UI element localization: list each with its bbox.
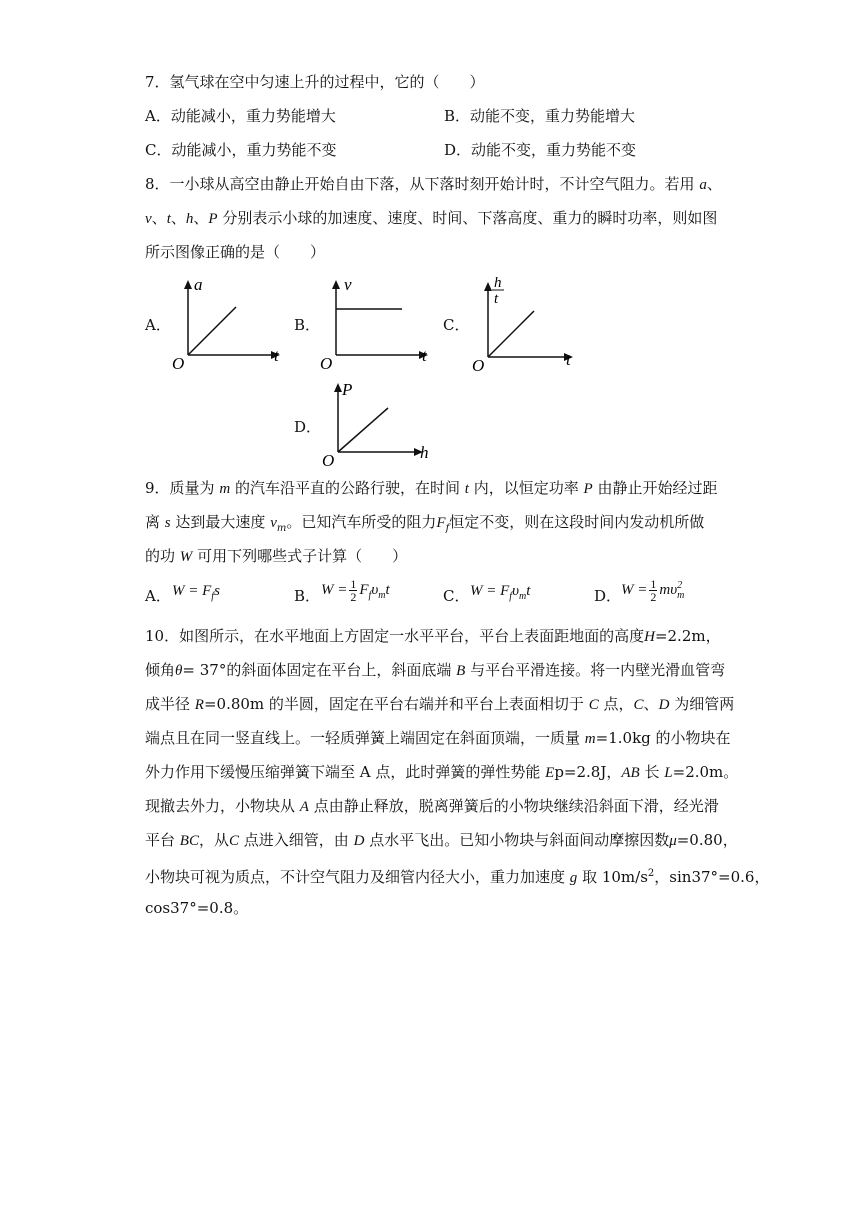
q10-line-5 <box>145 762 738 783</box>
t: 、 <box>643 695 659 713</box>
t: 与平台平滑连接。将一内壁光滑血管弯 <box>470 661 726 679</box>
t: 外力作用下缓慢压缩弹簧下端至 A 点，此时弹簧的弹性势能 <box>145 763 541 781</box>
q7-option-d[interactable]: D．动能不变，重力势能不变 <box>444 141 637 159</box>
y-label: a <box>194 275 203 294</box>
t: 长 <box>644 763 660 781</box>
t: =2.0m。 <box>672 763 739 781</box>
sub-f: f <box>445 523 450 534</box>
var-d: D <box>658 697 670 713</box>
var-ab: AB <box>621 765 640 781</box>
var-c: C <box>228 833 239 849</box>
var-c: C <box>633 697 644 713</box>
var-m: m <box>219 481 231 497</box>
var-w: W <box>179 549 193 565</box>
q8-graph-d[interactable] <box>320 378 440 473</box>
q10-line-2 <box>145 660 725 681</box>
denominator: 2 <box>350 590 357 604</box>
graph-line <box>338 408 388 452</box>
origin-label: O <box>472 356 485 375</box>
t: ，sin37°=0.6， <box>654 868 770 886</box>
var-r: R <box>194 697 204 713</box>
t: 成半径 <box>145 695 191 713</box>
f: W = F <box>172 583 212 599</box>
f: W = F <box>470 583 510 599</box>
q9-line-1 <box>145 478 717 499</box>
q7-option-c[interactable]: C．动能减小，重力势能不变 <box>145 141 337 159</box>
q8-line-2-text: 分别表示小球的加速度、速度、时间、下落高度、重力的瞬时功率，则如图 <box>222 209 718 227</box>
sep: 、 <box>193 209 209 227</box>
numerator: 1 <box>650 577 657 591</box>
q8-graph-a[interactable] <box>170 275 290 375</box>
q8-option-a-label[interactable]: A． <box>145 316 171 334</box>
t: 内，以恒定功率 <box>473 479 579 497</box>
t: 点， <box>603 695 634 713</box>
var-p: P <box>583 481 593 497</box>
sub: m <box>378 589 386 601</box>
var-bc: BC <box>179 833 199 849</box>
q7-option-a[interactable]: A．动能减小，重力势能增大 <box>145 107 336 125</box>
q9-line-2 <box>145 512 704 539</box>
t: 现撤去外力，小物块从 <box>145 797 296 815</box>
q10-line-3 <box>145 694 734 715</box>
y-axis-arrow <box>334 383 342 392</box>
t: 由静止开始经过距 <box>597 479 718 497</box>
t: 点进入细管，由 <box>239 831 349 849</box>
sep: 、 <box>170 209 186 227</box>
q8-line-2 <box>145 208 717 229</box>
f: υ <box>512 583 519 599</box>
var-f: F <box>436 515 446 531</box>
sub: m <box>518 591 527 602</box>
t: 9．质量为 <box>145 479 215 497</box>
f: W = <box>321 581 348 598</box>
y-axis-arrow <box>484 282 492 291</box>
t: 可用下列哪些式子计算（ ） <box>197 547 408 565</box>
var-a: a <box>699 177 707 193</box>
f: W = <box>621 581 648 598</box>
var-t: t <box>166 211 171 227</box>
q10-line-8 <box>145 864 769 888</box>
graph-line <box>488 311 534 357</box>
sub: f <box>211 591 215 602</box>
var-c: C <box>588 697 599 713</box>
f: F <box>359 581 369 598</box>
q9-option-c-label[interactable]: C． <box>443 587 470 605</box>
sup: 2 <box>647 868 655 879</box>
q8-option-b-label[interactable]: B． <box>294 316 321 334</box>
q8-line-1 <box>145 174 722 195</box>
q9-option-c-formula[interactable] <box>470 583 530 602</box>
sup: 2 <box>677 579 683 591</box>
sub: f <box>368 589 372 601</box>
origin-label: O <box>172 354 185 373</box>
var-g: g <box>569 870 578 886</box>
q8-option-d-label[interactable]: D． <box>294 418 322 436</box>
q9-option-b-formula[interactable] <box>321 578 390 603</box>
q8-line-1-text: 8．一小球从高空由静止开始自由下落，从下落时刻开始计时，不计空气阻力。若用 <box>145 175 695 193</box>
q10-line-4 <box>145 728 731 749</box>
t: =2.2m， <box>654 627 721 645</box>
t: =0.80， <box>676 831 738 849</box>
var-d: D <box>353 833 365 849</box>
t: 为细管两 <box>674 695 735 713</box>
sep: 、 <box>706 175 722 193</box>
f: mυ <box>659 581 678 598</box>
q7-stem-text: 7．氢气球在空中匀速上升的过程中，它的（ ） <box>145 73 485 91</box>
t: 的功 <box>145 547 176 565</box>
t: 点由静止释放，脱离弹簧后的小物块继续沿斜面下滑，经光滑 <box>313 797 719 815</box>
var-v: v <box>270 515 277 531</box>
q8-graph-c[interactable] <box>470 275 590 375</box>
t: = 37°的斜面体固定在平台上，斜面底端 <box>182 661 452 679</box>
q10-line-1 <box>145 626 721 647</box>
f: t <box>526 583 531 599</box>
q9-option-d-label[interactable]: D． <box>594 587 622 605</box>
q8-option-c-label[interactable]: C． <box>443 316 470 334</box>
f: s <box>214 583 220 599</box>
f: υ <box>371 581 379 598</box>
q9-option-a-label[interactable]: A． <box>145 587 171 605</box>
t: 小物块可视为质点，不计空气阻力及细管内径大小，重力加速度 <box>145 868 566 886</box>
var-theta: θ <box>175 663 183 679</box>
origin-label: O <box>320 354 333 373</box>
fraction <box>649 578 657 603</box>
t: 恒定不变，则在这段时间内发动机所做 <box>449 513 705 531</box>
q9-option-a-formula[interactable] <box>172 583 220 602</box>
x-label: h <box>420 443 429 462</box>
q7-stem <box>145 72 485 92</box>
sub-m: m <box>276 523 287 534</box>
var-mu: μ <box>669 833 677 849</box>
t: ，从 <box>198 831 229 849</box>
y-axis-arrow <box>332 280 340 289</box>
t: 的汽车沿平直的公路行驶，在时间 <box>234 479 460 497</box>
sep: 、 <box>151 209 167 227</box>
var-h: h <box>185 211 194 227</box>
t: 10．如图所示，在水平地面上方固定一水平平台，平台上表面距地面的高度 <box>145 627 645 645</box>
q8-line-3: 所示图像正确的是（ ） <box>145 243 326 261</box>
t: 倾角 <box>145 661 176 679</box>
q9-option-d-formula[interactable] <box>621 578 684 603</box>
numerator: 1 <box>350 577 357 591</box>
y-label: P <box>342 380 353 399</box>
t: 平台 <box>145 831 176 849</box>
y-label-numerator: h <box>494 275 502 291</box>
t: p=2.8J， <box>554 763 622 781</box>
var-e: E <box>545 765 555 781</box>
t: 点水平飞出。已知小物块与斜面间动摩擦因数 <box>369 831 670 849</box>
y-label: v <box>344 275 352 294</box>
var-v: v <box>145 211 152 227</box>
t: =0.80m 的半圆，固定在平台右端并和平台上表面相切于 <box>203 695 584 713</box>
y-axis-arrow <box>184 280 192 289</box>
t: =1.0kg 的小物块在 <box>595 729 731 747</box>
var-p: P <box>208 211 218 227</box>
q8-graph-b[interactable] <box>318 275 438 375</box>
sub: m <box>677 589 685 601</box>
t: 达到最大速度 <box>175 513 266 531</box>
sup-sub <box>677 581 684 601</box>
q9-option-b-label[interactable]: B． <box>294 587 321 605</box>
q7-option-b[interactable]: B．动能不变，重力势能增大 <box>444 107 636 125</box>
graph-line <box>188 307 236 355</box>
t: 。已知汽车所受的阻力 <box>286 513 437 531</box>
t: 端点且在同一竖直线上。一轻质弹簧上端固定在斜面顶端，一质量 <box>145 729 581 747</box>
f: t <box>385 581 390 598</box>
sub: f <box>509 591 513 602</box>
x-label: t <box>274 346 279 365</box>
var-m: m <box>584 731 596 747</box>
var-s: s <box>164 515 171 531</box>
var-t: t <box>464 481 469 497</box>
q10-line-6 <box>145 796 719 817</box>
origin-label: O <box>322 451 335 470</box>
var-b: B <box>456 663 466 679</box>
var-h: H <box>644 629 655 645</box>
fraction <box>349 578 357 603</box>
y-label-denominator: t <box>494 291 499 307</box>
t: 取 10m/s <box>582 868 648 886</box>
var-a: A <box>299 799 309 815</box>
x-label: t <box>422 346 427 365</box>
var-l: L <box>664 765 673 781</box>
q10-line-9: cos37°=0.8。 <box>145 899 249 917</box>
denominator: 2 <box>650 590 657 604</box>
q10-line-7 <box>145 830 738 851</box>
t: 离 <box>145 513 161 531</box>
q9-line-3 <box>145 546 407 567</box>
x-label: t <box>566 350 571 369</box>
